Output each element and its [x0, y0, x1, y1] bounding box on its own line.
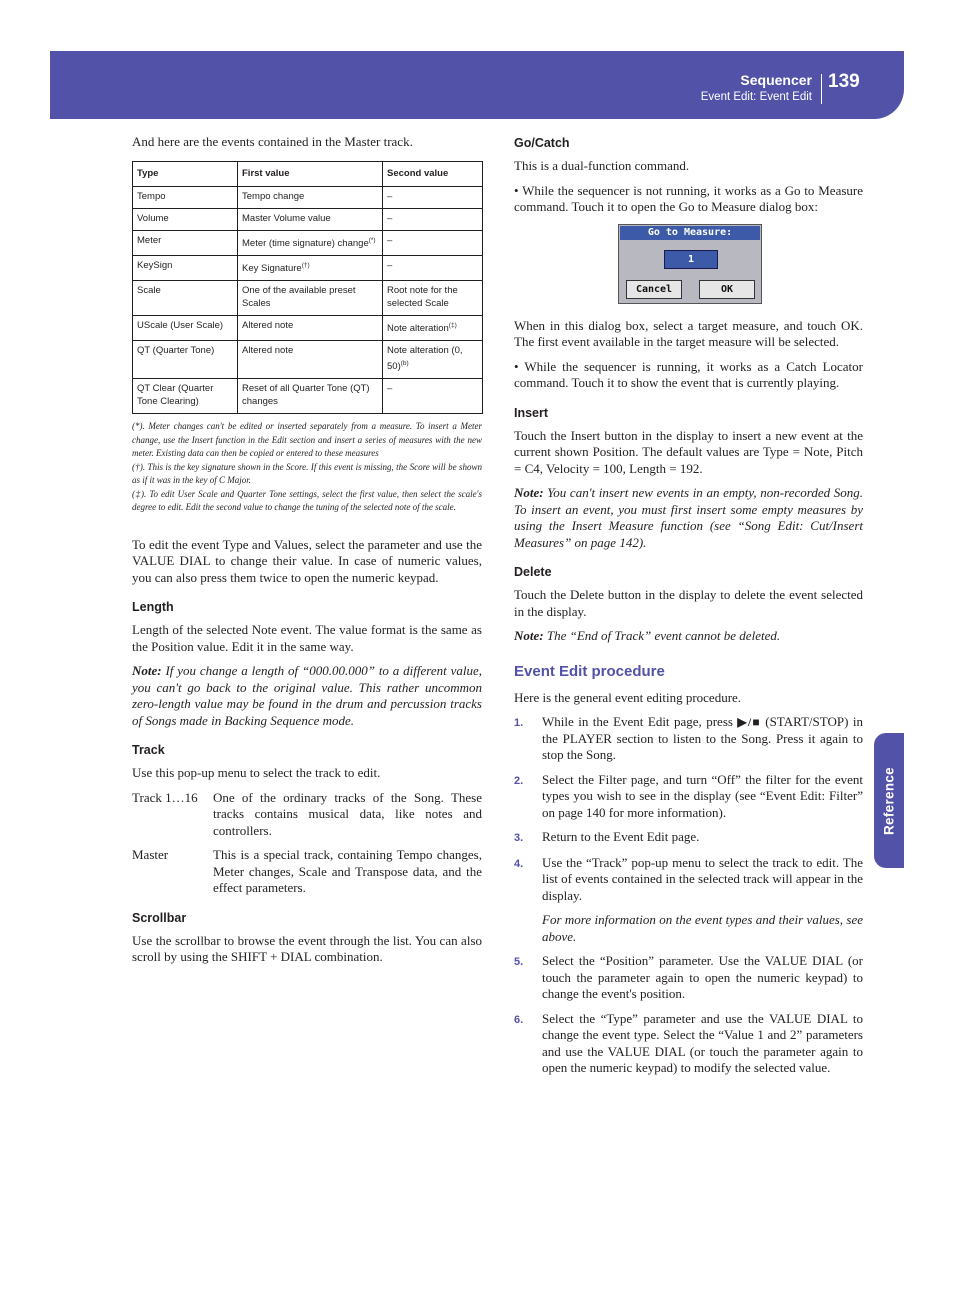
definition-row: [132, 847, 482, 897]
section-heading-scrollbar: Scrollbar: [132, 910, 187, 925]
gocatch-text: When in this dialog box, select a target measure, and touch OK. The first event available in the target measure will be selected.: [514, 317, 863, 349]
footnote-mark: (‡): [448, 321, 457, 329]
cell-text: Meter (time signature) change: [242, 237, 369, 249]
length-text: Length of the selected Note event. The value format is the same as the Position value. Edit it in the same way.: [132, 622, 482, 654]
section-heading-length: Length: [132, 600, 174, 615]
procedure-step: [514, 1011, 863, 1077]
measure-field[interactable]: 1: [664, 250, 718, 269]
table-cell: –: [383, 255, 483, 280]
step-number: 5.: [514, 956, 524, 968]
table-cell: One of the available preset Scales: [238, 280, 383, 315]
definition-term: Master: [132, 847, 169, 863]
procedure-step: [514, 714, 863, 764]
table-cell: Master Volume value: [238, 208, 383, 230]
note-text: If you change a length of “000.00.000” to a different value, you can't go back to the original value. This rather uncommon zero-length value may be found in the drum and percussion tracks of Songs made in Backing Sequence mode.: [132, 663, 482, 728]
table-cell: –: [383, 379, 483, 414]
table-cell: –: [383, 186, 483, 208]
step-text-part: While in the Event Edit page, press: [542, 714, 738, 729]
table-cell: [238, 230, 383, 255]
header-subtitle: Event Edit: Event Edit: [700, 91, 812, 103]
table-cell: [383, 315, 483, 340]
table-cell: [238, 255, 383, 280]
table-row: [133, 208, 483, 230]
table-row: [133, 379, 483, 414]
step-number: 6.: [514, 1013, 524, 1026]
note-label: Note:: [132, 663, 162, 679]
footnote: (‡). To edit User Scale and Quarter Tone settings, select the first value, then select the scale's degree to edit. Edit the second value to change the tuning of the selected note of the scale.: [132, 488, 482, 513]
table-cell: Root note for the selected Scale: [383, 280, 483, 315]
step-text: Select the Filter page, and turn “Off” the filter for the event types you wish to see in the display (see “Event Edit: Filter” on page 140 for more information).: [542, 771, 863, 820]
step-number: 3.: [514, 832, 524, 844]
table-cell: UScale (User Scale): [133, 315, 238, 340]
step-text: [542, 714, 863, 764]
table-cell: Reset of all Quarter Tone (QT) changes: [238, 379, 383, 414]
step-number: 2.: [514, 774, 524, 787]
gocatch-text: This is a dual-function command.: [514, 158, 690, 173]
section-heading-track: Track: [132, 743, 165, 758]
table-cell: –: [383, 208, 483, 230]
cell-text: Note alteration (0, 50): [387, 344, 463, 373]
scrollbar-text: Use the scrollbar to browse the event through the list. You can also scroll by using the SHIFT + DIAL combination.: [132, 932, 482, 965]
procedure-step: [514, 829, 863, 847]
table-cell: Altered note: [238, 340, 383, 378]
table-row: [133, 186, 483, 208]
procedure-step: [514, 772, 863, 822]
table-cell: [383, 340, 483, 378]
gocatch-text: • While the sequencer is not running, it works as a Go to Measure command. Touch it to open the Go to Measure dialog box:: [514, 182, 863, 214]
ok-button[interactable]: OK: [699, 280, 755, 299]
note-label: Note:: [514, 628, 544, 643]
table-header-row: [133, 161, 483, 186]
track-text: Use this pop-up menu to select the track to edit.: [132, 765, 381, 781]
table-cell: QT (Quarter Tone): [133, 340, 238, 378]
table-cell: Volume: [133, 208, 238, 230]
table-row: [133, 340, 483, 378]
footnote-mark: (b): [400, 359, 409, 367]
table-cell: Scale: [133, 280, 238, 315]
table-cell: QT Clear (Quarter Tone Clearing): [133, 379, 238, 414]
note-text: You can't insert new events in an empty, non-recorded Song. To insert an event, you must first insert some empty measures by using the Insert Measure function (see “Song Edit: Cut/Insert Measures” on page 142).: [514, 485, 863, 550]
table-cell: Tempo: [133, 186, 238, 208]
note-label: Note:: [514, 485, 544, 500]
step-text: Select the “Position” parameter. Use the VALUE DIAL (or touch the parameter again to open the numeric keypad) to change the event's position.: [542, 953, 863, 1001]
definition-desc: This is a special track, containing Tempo changes, Meter changes, Scale and Transpose data, and the effect parameters.: [213, 847, 482, 896]
footnote: (†). This is the key signature shown in the Score. If this event is missing, the Score will be shown as if it was in the key of C Major.: [132, 461, 482, 486]
procedure-step: [514, 953, 863, 1003]
table-cell: KeySign: [133, 255, 238, 280]
step-text: Return to the Event Edit page.: [542, 829, 700, 844]
play-stop-icon: ▶/■: [737, 715, 761, 729]
table-cell: Meter: [133, 230, 238, 255]
section-heading-procedure: Event Edit procedure: [514, 662, 665, 680]
page-header: [50, 51, 904, 119]
step-note: For more information on the event types and their values, see above.: [542, 912, 863, 944]
cancel-button[interactable]: Cancel: [626, 280, 682, 299]
table-header: Second value: [383, 161, 483, 186]
section-heading-insert: Insert: [514, 405, 549, 420]
section-heading-delete: Delete: [514, 565, 552, 579]
step-text-part: (START/STOP) in the PLAYER section to listen to the Song. Press it again to stop the Song.: [542, 714, 863, 762]
delete-note: [514, 628, 863, 645]
header-divider: [821, 74, 822, 104]
section-heading-gocatch: Go/Catch: [514, 136, 570, 150]
footnote-mark: (*): [368, 236, 376, 244]
insert-note: [514, 485, 863, 551]
header-title: Sequencer: [740, 72, 812, 88]
left-column: [132, 134, 482, 974]
note-text: The “End of Track” event cannot be deleted.: [543, 628, 781, 643]
procedure-intro: Here is the general event editing procedure.: [514, 689, 742, 705]
table-cell: Tempo change: [238, 186, 383, 208]
footnote-mark: (†): [301, 261, 310, 269]
page-number: 139: [828, 71, 860, 92]
insert-text: Touch the Insert button in the display to insert a new event at the current shown Position. The default values are Type = Note, Pitch = C4, Velocity = 100, Length = 192.: [514, 427, 863, 476]
step-number: 1.: [514, 717, 524, 729]
right-column: [514, 134, 863, 1085]
footnotes: [132, 420, 482, 515]
table-row: [133, 230, 483, 255]
definition-desc: One of the ordinary tracks of the Song. These tracks contains musical data, like notes and controllers.: [213, 789, 482, 838]
step-text: Select the “Type” parameter and use the VALUE DIAL to change the event type. Select the “Value 1 and 2” parameters and use the VALUE DIAL (or touch the parameter again to open the numeric keypad) to modify the selected value.: [542, 1010, 863, 1075]
length-note: [132, 663, 482, 729]
definition-term: Track 1…16: [132, 789, 198, 805]
definition-row: [132, 790, 482, 840]
cell-text: Note alteration: [387, 322, 449, 334]
procedure-step: [514, 855, 863, 905]
master-events-table: [132, 161, 483, 415]
edit-paragraph: To edit the event Type and Values, select the parameter and use the VALUE DIAL to change their value. In case of numeric values, you can also press them twice to open the numeric keypad.: [132, 536, 482, 585]
step-text: Use the “Track” pop-up menu to select the track to edit. The list of events contained in the selected track will appear in the display.: [542, 854, 863, 903]
reference-tab-label: Reference: [881, 766, 897, 835]
footnote: (*). Meter changes can't be edited or inserted separately from a measure. To insert a Meter change, use the Insert function in the Edit section and insert a series of measures with the new meter. Existing data can then be copied or entered to these measures: [132, 421, 482, 459]
cell-text: Key Signature: [242, 262, 302, 274]
table-row: [133, 280, 483, 315]
table-header: First value: [238, 161, 383, 186]
table-row: [133, 315, 483, 340]
table-cell: –: [383, 230, 483, 255]
dialog-title: Go to Measure:: [620, 226, 760, 240]
intro-text: And here are the events contained in the Master track.: [132, 134, 413, 149]
reference-tab[interactable]: [874, 733, 904, 868]
table-header: Type: [133, 161, 238, 186]
go-to-measure-dialog: [618, 224, 762, 304]
gocatch-text: • While the sequencer is running, it works as a Catch Locator command. Touch it to show the event that is currently playing.: [514, 358, 863, 390]
step-number: 4.: [514, 857, 524, 870]
table-row: [133, 255, 483, 280]
table-cell: Altered note: [238, 315, 383, 340]
delete-text: Touch the Delete button in the display to delete the event selected in the display.: [514, 587, 863, 619]
